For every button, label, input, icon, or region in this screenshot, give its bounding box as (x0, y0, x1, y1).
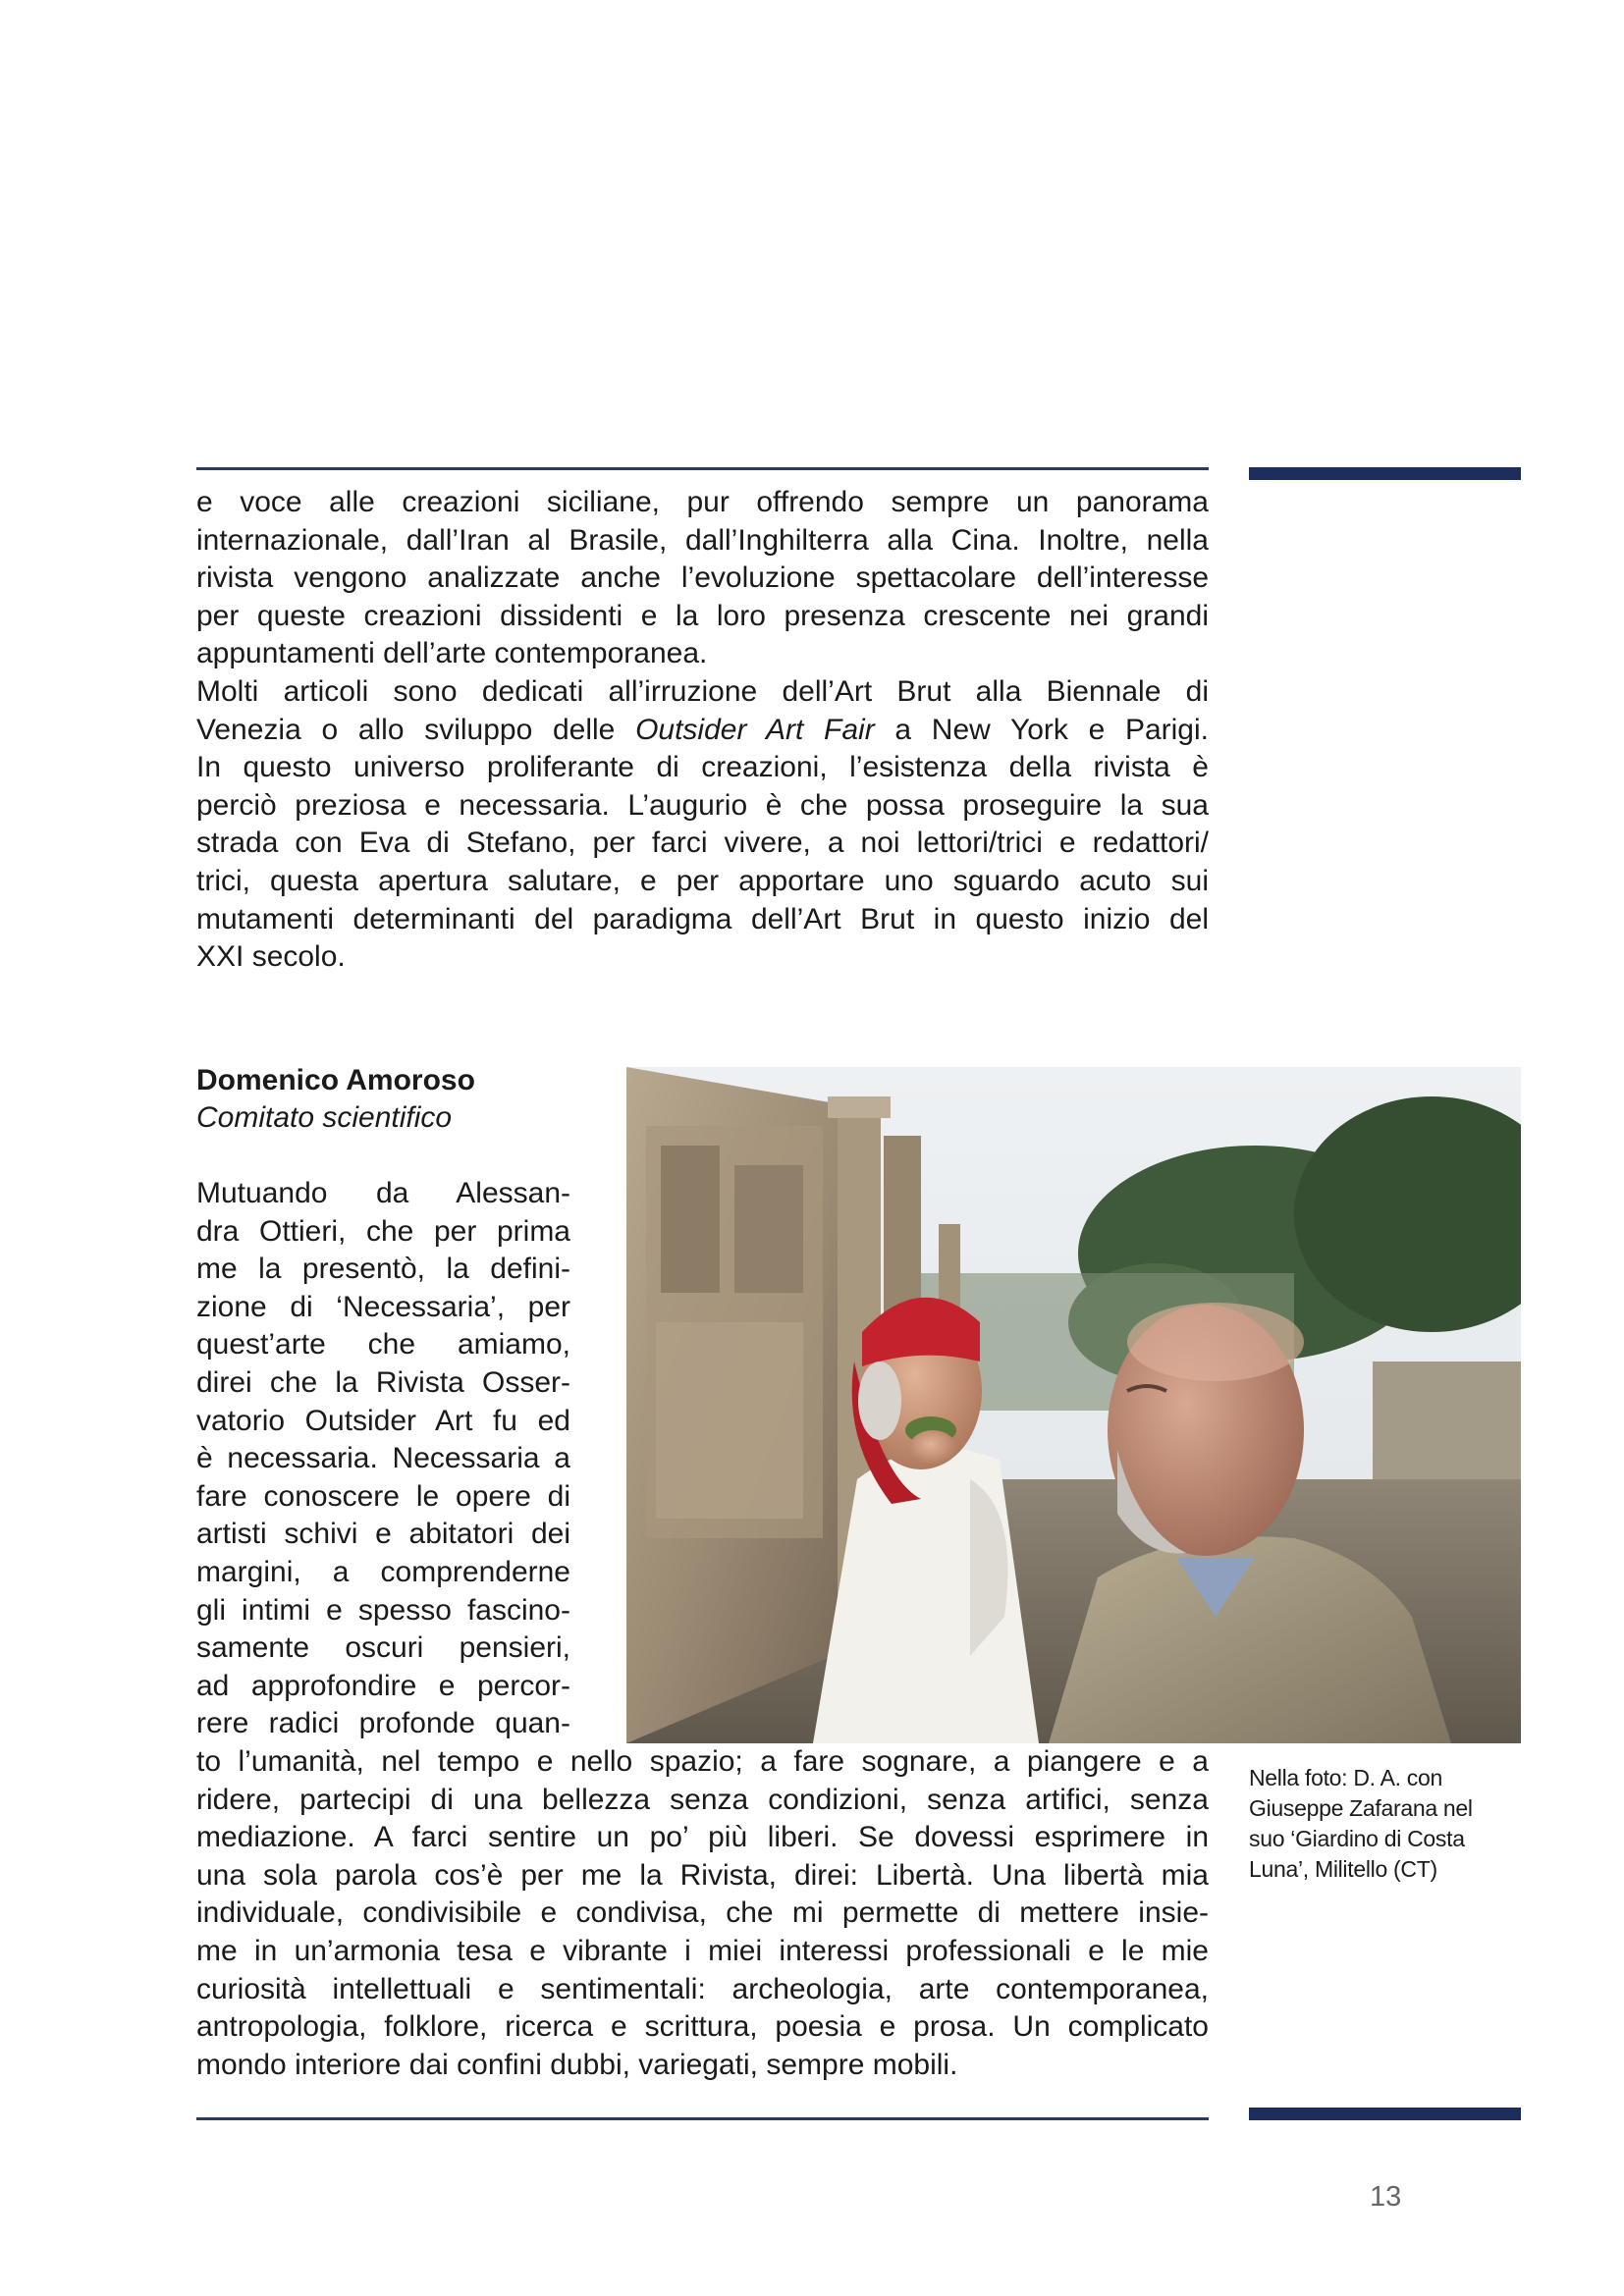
text-line: margini, a comprenderne (196, 1555, 570, 1588)
caption-line: Nella foto: D. A. con (1249, 1765, 1442, 1790)
text-line: direi che la Rivista Osser- (196, 1365, 570, 1399)
caption-line: suo ‘Giardino di Costa (1249, 1826, 1465, 1851)
caption-line: Giuseppe Zafarana nel (1249, 1795, 1473, 1821)
text-line: appuntamenti dell’arte contemporanea. (196, 637, 708, 670)
text-line: to l’umanità, nel tempo e nello spazio; a fare sognare, a piangere e a (196, 1745, 1209, 1778)
text-line: Mutuando da Alessan- (196, 1177, 570, 1209)
text-line: me la presentò, la defini- (196, 1253, 570, 1286)
page-number: 13 (1370, 2181, 1402, 2213)
author-role: Comitato scientifico (196, 1101, 453, 1134)
text-line: vatorio Outsider Art fu ed (196, 1404, 570, 1437)
fair-name-italic: Outsider Art Fair (635, 713, 875, 746)
text-line: fare conoscere le opere di (196, 1479, 570, 1513)
text-line: strada con Eva di Stefano, per farci vivere, a noi lettori/trici e redattori/ (196, 827, 1209, 860)
bottom-rule (196, 2117, 1209, 2120)
text-line: dra Ottieri, che per prima (196, 1214, 570, 1248)
text-line: me in un’armonia tesa e vibrante i miei interessi professionali e le mie (196, 1934, 1209, 1967)
text-line: rere radici profonde quan- (196, 1707, 570, 1740)
text-line: per queste creazioni dissidenti e la loro presenza crescente nei grandi (196, 599, 1209, 632)
text-line: artisti schivi e abitatori dei (196, 1518, 570, 1551)
text-line: XXI secolo. (196, 940, 346, 974)
text-line: e voce alle creazioni siciliane, pur offrendo sempre un panorama (196, 486, 1209, 518)
top-accent-bar (1249, 467, 1521, 480)
text-line: In questo universo proliferante di creazioni, l’esistenza della rivista è (196, 751, 1209, 784)
text-line: curiosità intellettuali e sentimentali: archeologia, arte contemporanea, (196, 1972, 1209, 2005)
text-line: mediazione. A farci sentire un po’ più liberi. Se dovessi esprimere in (196, 1821, 1209, 1854)
column-paragraph (196, 1175, 570, 1743)
text-line: ridere, partecipi di una bellezza senza condizioni, senza artifici, senza (196, 1783, 1209, 1816)
text-line: individuale, condivisibile e condivisa, che mi permette di mettere insie- (196, 1896, 1209, 1930)
text-line: Molti articoli sono dedicati all’irruzione dell’Art Brut alla Biennale di (196, 675, 1209, 708)
text-line: una sola parola cos’è per me la Rivista, direi: Libertà. Una libertà mia (196, 1858, 1209, 1892)
text-line: perciò preziosa e necessaria. L’augurio è che possa proseguire la sua (196, 788, 1209, 822)
photo-illustration (626, 1067, 1521, 1743)
photo-giardino-costa-luna (626, 1067, 1521, 1743)
text-line: gli intimi e spesso fascino- (196, 1593, 570, 1627)
body-paragraph (196, 673, 1209, 977)
text-line: è necessaria. Necessaria a (196, 1442, 570, 1475)
text-line-with-italic (196, 712, 1209, 750)
text-line: mondo interiore dai confini dubbi, variegati, sempre mobili. (196, 2048, 958, 2081)
author-name: Domenico Amoroso (196, 1064, 475, 1096)
caption-line: Luna’, Militello (CT) (1249, 1856, 1437, 1882)
text-line: internazionale, dall’Iran al Brasile, dall’Inghilterra alla Cina. Inoltre, nella (196, 523, 1209, 557)
text-line: samente oscuri pensieri, (196, 1631, 570, 1665)
photo-caption (1249, 1763, 1494, 1885)
text-line: ad approfondire e percor- (196, 1669, 570, 1702)
text-run: a New York e Parigi. (874, 713, 1209, 746)
text-run: Venezia o allo sviluppo delle (196, 713, 636, 746)
text-line: antropologia, folklore, ricerca e scrittura, poesia e prosa. Un complicato (196, 2010, 1209, 2044)
text-line: zione di ‘Necessaria’, per (196, 1290, 570, 1323)
text-line: quest’arte che amiamo, (196, 1328, 570, 1362)
text-line: rivista vengono analizzate anche l’evoluzione spettacolare dell’interesse (196, 561, 1209, 595)
text-line: mutamenti determinanti del paradigma dell’Art Brut in questo inizio del (196, 902, 1209, 935)
intro-paragraph (196, 484, 1209, 673)
bottom-paragraph (196, 1743, 1209, 2084)
bottom-accent-bar (1249, 2108, 1521, 2120)
text-line: trici, questa apertura salutare, e per apportare uno sguardo acuto sui (196, 864, 1209, 897)
top-rule (196, 467, 1209, 470)
